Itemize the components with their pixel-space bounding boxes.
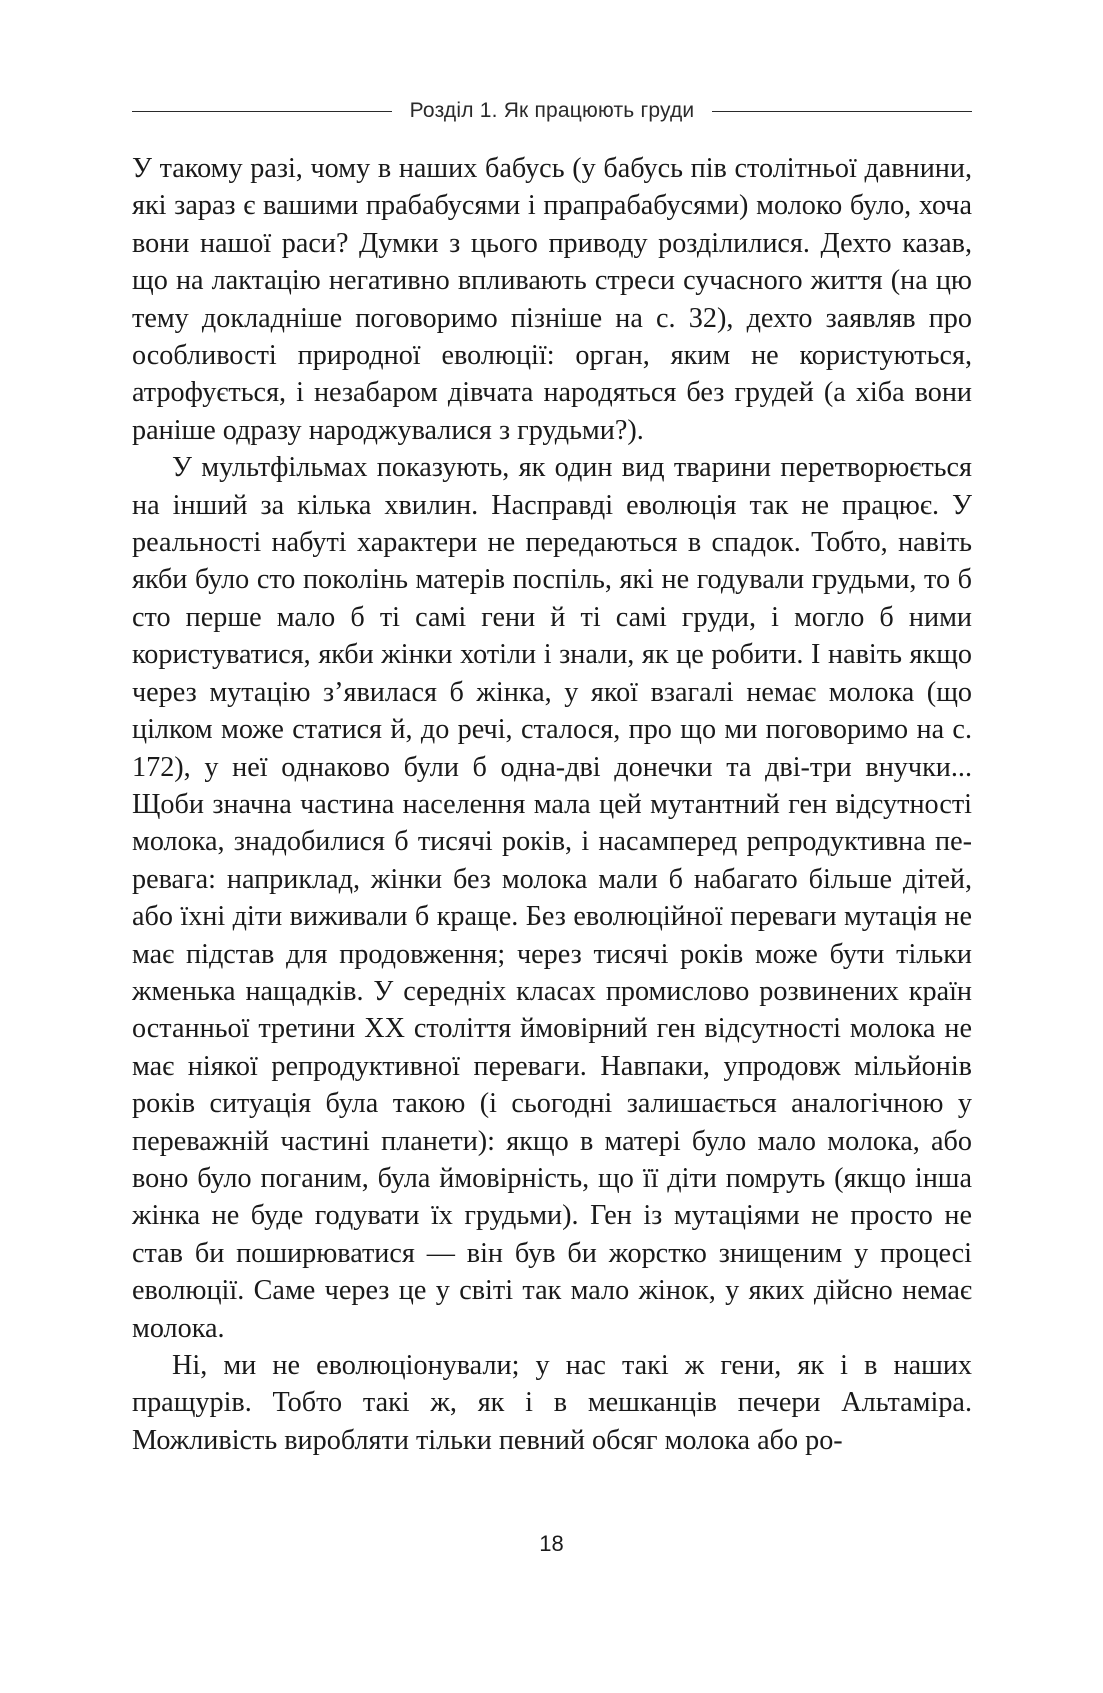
running-title: Розділ 1. Як працюють груди [409,99,695,122]
body-text [132,150,972,1459]
running-head [132,96,972,126]
paragraph-3: Ні, ми не еволюціонували; у нас такі ж гени, як і в наших пращурів. Тобто такі ж, як і в мешканців печери Альтаміра. Можливість виробляти тільки певний обсяг молока або ро- [132,1350,972,1456]
header-rule-left [132,111,392,112]
page-number: 18 [539,1531,564,1556]
paragraph-2: У мультфільмах показують, як один вид тварини перетворюється на інший за кілька хвилин. Насправді еволюція так не працює. У реальності набуті характери не передаються в спадок. Тобто, навіть якби було сто поколінь матерів поспіль, які не годували грудьми, то б сто перше мало б ті самі гени й ті самі груди, і могло б ними користуватися, якби жінки хотіли і знали, як це робити. І навіть якщо через мутацію з’явилася б жінка, у якої взагалі немає молока (що цілком може статися й, до речі, сталося, про що ми поговоримо на с. 172), у неї однаково були б одна-дві донечки та дві-три внучки... Щоби значна частина населення мала цей мутантний ген відсутності молока, знадобилися б тисячі років, і насамперед репродуктивна перевага: наприклад, жінки без молока мали б набагато більше дітей, або їхні діти виживали б краще. Без еволюційної переваги мутація не має підстав для продовження; через тисячі років може бути тільки жменька нащадків. У середніх класах промислово розвинених країн останньої третини XX століття ймовірний ген відсутності молока не має ніякої репродуктивної переваги. Навпаки, упродовж мільйонів років ситуація була такою (і сьогодні залишається аналогічною у переважній частині планети): якщо в матері було мало молока, або воно було поганим, була ймовірність, що її діти помруть (якщо інша жінка не буде годувати їх грудьми). Ген із мутаціями не просто не став би поширюватися — він був би жорстко знищеним у процесі еволюції. Саме через це у світі так мало жінок, у яких дійсно немає молока. [132,452,972,1344]
paragraph-1: У такому разі, чому в наших бабусь (у бабусь пів столітньої давнини, які зараз є вашими прабабусями і прапрабабусями) молоко було, хоча вони нашої раси? Думки з цього приводу розділилися. Дехто казав, що на лактацію негативно впливають стреси сучасного життя (на цю тему докладніше поговоримо пізніше на с. 32), дехто заявляв про особливості природної еволюції: орган, яким не користуються, атрофується, і незабаром дівчата народяться без грудей (а хіба вони раніше одразу народжувалися з грудьми?). [132,153,972,446]
header-rule-right [712,111,972,112]
